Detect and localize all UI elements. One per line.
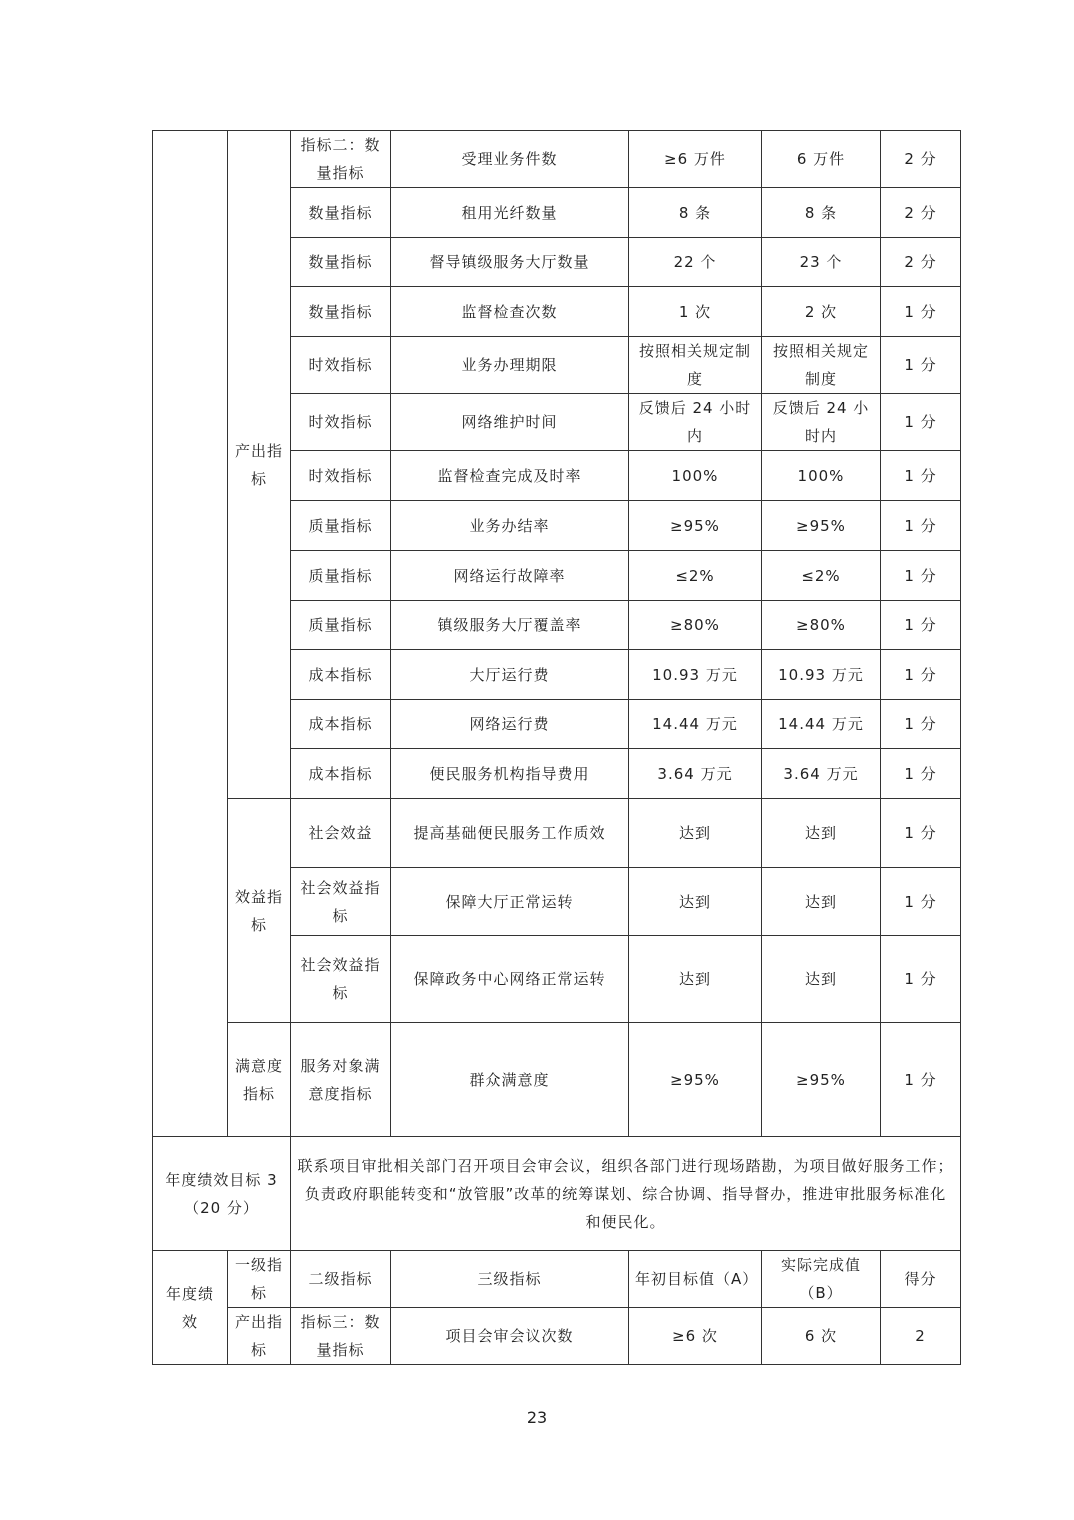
level3-cell: 大厅运行费 bbox=[391, 650, 629, 700]
score-cell: 1 分 bbox=[881, 700, 961, 749]
target-cell: 10.93 万元 bbox=[629, 650, 762, 700]
actual-cell: 3.64 万元 bbox=[762, 749, 881, 799]
actual-cell: 6 万件 bbox=[762, 131, 881, 188]
level3-cell: 保障政务中心网络正常运转 bbox=[391, 936, 629, 1023]
header-level3: 三级指标 bbox=[391, 1251, 629, 1308]
target-cell: 100% bbox=[629, 451, 762, 501]
level2-cell: 质量指标 bbox=[291, 551, 391, 601]
target-cell: ≥95% bbox=[629, 1023, 762, 1137]
level1-output: 产出指标 bbox=[228, 131, 291, 799]
level3-cell: 提高基础便民服务工作质效 bbox=[391, 799, 629, 868]
level3-cell: 租用光纤数量 bbox=[391, 188, 629, 238]
target-cell: ≥95% bbox=[629, 501, 762, 551]
score-cell: 1 分 bbox=[881, 551, 961, 601]
goal3-label: 年度绩效目标 3（20 分） bbox=[153, 1137, 291, 1251]
score-cell: 1 分 bbox=[881, 601, 961, 650]
score-cell: 1 分 bbox=[881, 749, 961, 799]
score-cell: 2 分 bbox=[881, 188, 961, 238]
page-number: 23 bbox=[526, 1408, 548, 1427]
level2-cell: 质量指标 bbox=[291, 501, 391, 551]
actual-cell: 达到 bbox=[762, 799, 881, 868]
target-cell: 3.64 万元 bbox=[629, 749, 762, 799]
level3-cell: 群众满意度 bbox=[391, 1023, 629, 1137]
actual-cell: 23 个 bbox=[762, 238, 881, 287]
level3-cell: 业务办理期限 bbox=[391, 337, 629, 394]
actual-cell: 2 次 bbox=[762, 287, 881, 337]
actual-cell: 14.44 万元 bbox=[762, 700, 881, 749]
header-level2: 二级指标 bbox=[291, 1251, 391, 1308]
goal3-row bbox=[153, 1137, 961, 1251]
header-row bbox=[153, 1251, 961, 1308]
actual-cell: 达到 bbox=[762, 868, 881, 936]
target-cell: 8 条 bbox=[629, 188, 762, 238]
level2-cell: 成本指标 bbox=[291, 650, 391, 700]
score-cell: 1 分 bbox=[881, 287, 961, 337]
actual-cell: ≤2% bbox=[762, 551, 881, 601]
score-cell: 2 bbox=[881, 1308, 961, 1365]
target-cell: ≥6 万件 bbox=[629, 131, 762, 188]
actual-cell: 按照相关规定制度 bbox=[762, 337, 881, 394]
target-cell: 达到 bbox=[629, 799, 762, 868]
actual-cell: ≥95% bbox=[762, 1023, 881, 1137]
score-cell: 1 分 bbox=[881, 394, 961, 451]
score-cell: 1 分 bbox=[881, 337, 961, 394]
performance-table bbox=[152, 130, 961, 1365]
level1-cell: 产出指标 bbox=[228, 1308, 291, 1365]
level1-benefit: 效益指标 bbox=[228, 799, 291, 1023]
level2-cell: 时效指标 bbox=[291, 337, 391, 394]
actual-cell: 反馈后 24 小时内 bbox=[762, 394, 881, 451]
level2-cell: 社会效益指标 bbox=[291, 936, 391, 1023]
actual-cell: 6 次 bbox=[762, 1308, 881, 1365]
target-cell: 22 个 bbox=[629, 238, 762, 287]
level3-cell: 监督检查完成及时率 bbox=[391, 451, 629, 501]
target-cell: 14.44 万元 bbox=[629, 700, 762, 749]
header-score: 得分 bbox=[881, 1251, 961, 1308]
actual-cell: 100% bbox=[762, 451, 881, 501]
score-cell: 1 分 bbox=[881, 936, 961, 1023]
actual-cell: 10.93 万元 bbox=[762, 650, 881, 700]
level2-cell: 质量指标 bbox=[291, 601, 391, 650]
target-cell: 按照相关规定制度 bbox=[629, 337, 762, 394]
score-cell: 2 分 bbox=[881, 238, 961, 287]
level3-cell: 网络运行故障率 bbox=[391, 551, 629, 601]
score-cell: 1 分 bbox=[881, 1023, 961, 1137]
actual-cell: ≥95% bbox=[762, 501, 881, 551]
level2-cell: 数量指标 bbox=[291, 188, 391, 238]
score-cell: 1 分 bbox=[881, 799, 961, 868]
level3-cell: 保障大厅正常运转 bbox=[391, 868, 629, 936]
level3-cell: 镇级服务大厅覆盖率 bbox=[391, 601, 629, 650]
score-cell: 1 分 bbox=[881, 868, 961, 936]
target-cell: 达到 bbox=[629, 936, 762, 1023]
level3-cell: 项目会审会议次数 bbox=[391, 1308, 629, 1365]
score-cell: 1 分 bbox=[881, 451, 961, 501]
level2-cell: 服务对象满意度指标 bbox=[291, 1023, 391, 1137]
level2-cell: 社会效益 bbox=[291, 799, 391, 868]
actual-cell: ≥80% bbox=[762, 601, 881, 650]
goal3-text: 联系项目审批相关部门召开项目会审会议，组织各部门进行现场踏勘，为项目做好服务工作；负责政府职能转变和“放管服”改革的统筹谋划、综合协调、指导督办，推进审批服务标准化和便民化。 bbox=[291, 1137, 961, 1251]
header-annual-performance: 年度绩效 bbox=[153, 1251, 228, 1365]
target-cell: ≥6 次 bbox=[629, 1308, 762, 1365]
header-actual: 实际完成值（B） bbox=[762, 1251, 881, 1308]
level3-cell: 业务办结率 bbox=[391, 501, 629, 551]
score-cell: 2 分 bbox=[881, 131, 961, 188]
actual-cell: 8 条 bbox=[762, 188, 881, 238]
table-row bbox=[153, 1308, 961, 1365]
level2-cell: 时效指标 bbox=[291, 394, 391, 451]
target-cell: 达到 bbox=[629, 868, 762, 936]
target-cell: ≤2% bbox=[629, 551, 762, 601]
table-row bbox=[153, 131, 961, 188]
level3-cell: 受理业务件数 bbox=[391, 131, 629, 188]
level2-cell: 指标三：数量指标 bbox=[291, 1308, 391, 1365]
score-cell: 1 分 bbox=[881, 501, 961, 551]
target-cell: 反馈后 24 小时内 bbox=[629, 394, 762, 451]
table-row bbox=[153, 799, 961, 868]
level2-cell: 成本指标 bbox=[291, 749, 391, 799]
level1-satisfaction: 满意度指标 bbox=[228, 1023, 291, 1137]
level2-cell: 社会效益指标 bbox=[291, 868, 391, 936]
header-level1: 一级指标 bbox=[228, 1251, 291, 1308]
level2-cell: 数量指标 bbox=[291, 238, 391, 287]
level2-cell: 时效指标 bbox=[291, 451, 391, 501]
level2-cell: 成本指标 bbox=[291, 700, 391, 749]
target-cell: 1 次 bbox=[629, 287, 762, 337]
table-row bbox=[153, 1023, 961, 1137]
level3-cell: 网络维护时间 bbox=[391, 394, 629, 451]
target-cell: ≥80% bbox=[629, 601, 762, 650]
header-target: 年初目标值（A） bbox=[629, 1251, 762, 1308]
goal-outer-cell bbox=[153, 131, 228, 1137]
level2-cell: 数量指标 bbox=[291, 287, 391, 337]
level3-cell: 督导镇级服务大厅数量 bbox=[391, 238, 629, 287]
level2-cell: 指标二：数量指标 bbox=[291, 131, 391, 188]
level3-cell: 便民服务机构指导费用 bbox=[391, 749, 629, 799]
score-cell: 1 分 bbox=[881, 650, 961, 700]
actual-cell: 达到 bbox=[762, 936, 881, 1023]
level3-cell: 网络运行费 bbox=[391, 700, 629, 749]
level3-cell: 监督检查次数 bbox=[391, 287, 629, 337]
